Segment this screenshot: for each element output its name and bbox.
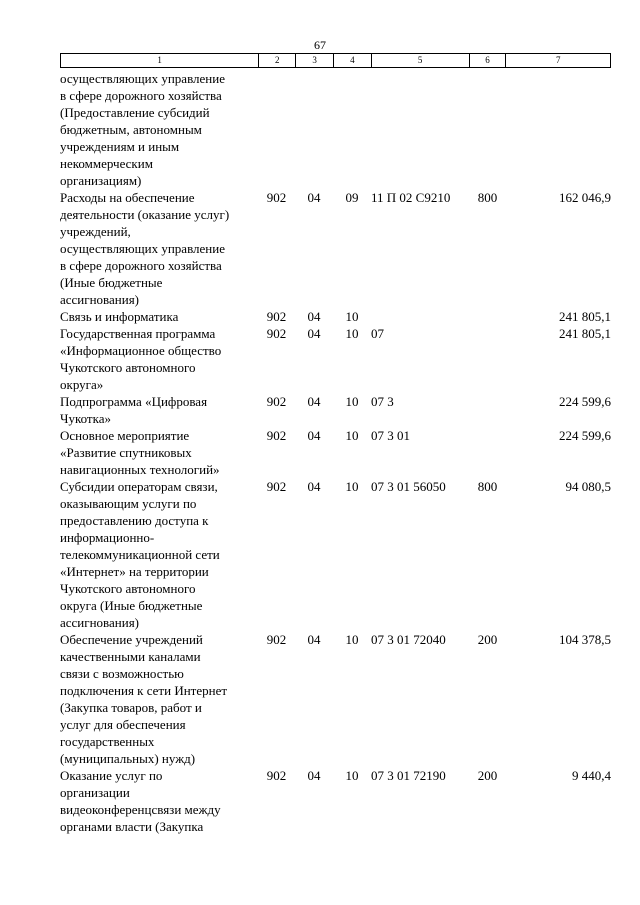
row-code-expense-type [469, 70, 506, 189]
row-name-line: (муниципальных) нужд) [60, 751, 196, 766]
row-name-line: учреждениям и иным [60, 139, 180, 154]
row-code-ministry: 902 [266, 309, 287, 324]
row-code-target [371, 70, 469, 189]
row-name-line: услуг для обеспечения [60, 717, 186, 732]
row-code-section: 04 [307, 326, 321, 341]
table-row [60, 189, 611, 308]
row-name [60, 427, 258, 478]
table-body [60, 70, 611, 835]
row-name-line: в сфере дорожного хозяйства [60, 258, 222, 273]
row-code-ministry: 902 [266, 479, 287, 494]
row-code-subsection [333, 70, 371, 189]
row-name-line: некоммерческим [60, 156, 153, 171]
row-code-subsection: 10 [345, 309, 359, 324]
row-amount: 241 805,1 [559, 326, 611, 341]
row-code-target: 07 [371, 326, 384, 341]
row-code-section: 04 [307, 479, 321, 494]
row-amount: 94 080,5 [565, 479, 611, 494]
row-code-expense-type [469, 325, 506, 393]
row-name [60, 631, 258, 767]
row-code-subsection: 10 [345, 632, 359, 647]
row-name [60, 70, 258, 189]
row-name-line: «Информационное общество [60, 343, 222, 358]
row-name-line: Оказание услуг по [60, 768, 163, 783]
row-name-line: ассигнования) [60, 292, 140, 307]
row-name-line: бюджетным, автономным [60, 122, 202, 137]
row-code-section: 04 [307, 632, 321, 647]
row-code-subsection: 10 [345, 768, 359, 783]
row-name-line: предоставлению доступа к [60, 513, 209, 528]
row-name-line: осуществляющих управление [60, 241, 225, 256]
row-code-expense-type: 800 [477, 479, 498, 494]
row-code-target: 11 П 02 С9210 [371, 190, 451, 205]
row-code-ministry: 902 [266, 326, 287, 341]
row-name-line: (Предоставление субсидий [60, 105, 210, 120]
row-name-line: навигационных технологий» [60, 462, 220, 477]
table-row [60, 70, 611, 189]
row-name-line: «Интернет» на территории [60, 564, 209, 579]
row-name-line: качественными каналами [60, 649, 201, 664]
row-name-line: учреждений, [60, 224, 131, 239]
row-name-line: органами власти (Закупка [60, 819, 204, 834]
row-name-line: округа» [60, 377, 104, 392]
budget-table [60, 53, 611, 835]
header-col-7: 7 [505, 54, 610, 67]
row-code-section: 04 [307, 768, 321, 783]
row-code-target: 07 3 01 [371, 428, 410, 443]
row-name-line: информационно- [60, 530, 155, 545]
row-name-line: Обеспечение учреждений [60, 632, 203, 647]
row-code-subsection: 10 [345, 479, 359, 494]
row-name [60, 393, 258, 427]
row-code-target: 07 3 01 72040 [371, 632, 446, 647]
row-name-line: телекоммуникационной сети [60, 547, 220, 562]
row-code-target: 07 3 [371, 394, 394, 409]
row-code-ministry: 902 [266, 632, 287, 647]
row-code-target [371, 308, 469, 325]
header-col-2: 2 [258, 54, 295, 67]
row-code-target: 07 3 01 56050 [371, 479, 446, 494]
row-code-subsection: 10 [345, 326, 359, 341]
row-name-line: ассигнования) [60, 615, 140, 630]
row-name [60, 189, 258, 308]
row-name-line: Чукотского автономного [60, 360, 196, 375]
row-name-line: Чукотского автономного [60, 581, 196, 596]
row-name-line: Чукотка» [60, 411, 112, 426]
row-amount: 241 805,1 [559, 309, 611, 324]
row-amount: 9 440,4 [572, 768, 611, 783]
row-name-line: организации [60, 785, 130, 800]
header-col-6: 6 [469, 54, 506, 67]
row-amount: 104 378,5 [559, 632, 611, 647]
row-name [60, 767, 258, 835]
row-name-line: Связь и информатика [60, 309, 179, 324]
row-code-expense-type: 200 [477, 768, 498, 783]
row-amount: 162 046,9 [559, 190, 611, 205]
row-code-ministry: 902 [266, 428, 287, 443]
row-code-expense-type [469, 393, 506, 427]
row-code-section: 04 [307, 394, 321, 409]
row-code-subsection: 09 [345, 190, 359, 205]
row-name-line: округа (Иные бюджетные [60, 598, 203, 613]
row-name-line: подключения к сети Интернет [60, 683, 228, 698]
row-name-line: Субсидии операторам связи, [60, 479, 218, 494]
row-amount: 224 599,6 [559, 428, 611, 443]
row-name-line: (Иные бюджетные [60, 275, 163, 290]
table-row [60, 631, 611, 767]
row-name-line: в сфере дорожного хозяйства [60, 88, 222, 103]
row-code-ministry: 902 [266, 190, 287, 205]
table-row [60, 308, 611, 325]
row-name-line: Основное мероприятие [60, 428, 190, 443]
row-code-subsection: 10 [345, 428, 359, 443]
row-code-expense-type: 800 [477, 190, 498, 205]
table-row [60, 325, 611, 393]
row-code-ministry [258, 70, 295, 189]
row-name-line: осуществляющих управление [60, 71, 225, 86]
row-name [60, 478, 258, 631]
row-code-expense-type: 200 [477, 632, 498, 647]
row-name-line: организациям) [60, 173, 142, 188]
row-name [60, 308, 258, 325]
table-row [60, 767, 611, 835]
row-name-line: «Развитие спутниковых [60, 445, 192, 460]
table-row [60, 478, 611, 631]
row-name-line: видеоконференцсвязи между [60, 802, 221, 817]
row-name [60, 325, 258, 393]
row-name-line: (Закупка товаров, работ и [60, 700, 202, 715]
row-name-line: Государственная программа [60, 326, 216, 341]
header-col-1: 1 [157, 55, 162, 65]
row-code-section: 04 [307, 309, 321, 324]
page-number: 67 [314, 38, 326, 52]
row-code-target: 07 3 01 72190 [371, 768, 446, 783]
row-name-line: деятельности (оказание услуг) [60, 207, 230, 222]
header-col-3: 3 [295, 54, 333, 67]
row-code-section: 04 [307, 190, 321, 205]
table-row [60, 393, 611, 427]
row-name-line: Подпрограмма «Цифровая [60, 394, 208, 409]
row-code-ministry: 902 [266, 768, 287, 783]
row-code-section: 04 [307, 428, 321, 443]
row-code-expense-type [469, 308, 506, 325]
table-header [60, 53, 611, 68]
row-name-line: оказывающим услуги по [60, 496, 197, 511]
row-code-section [295, 70, 333, 189]
header-col-5: 5 [371, 54, 469, 67]
row-amount [506, 70, 611, 189]
header-col-4: 4 [333, 54, 371, 67]
row-code-ministry: 902 [266, 394, 287, 409]
row-code-subsection: 10 [345, 394, 359, 409]
row-name-line: Расходы на обеспечение [60, 190, 195, 205]
row-code-expense-type [469, 427, 506, 478]
row-name-line: государственных [60, 734, 155, 749]
row-name-line: связи с возможностью [60, 666, 184, 681]
table-row [60, 427, 611, 478]
row-amount: 224 599,6 [559, 394, 611, 409]
